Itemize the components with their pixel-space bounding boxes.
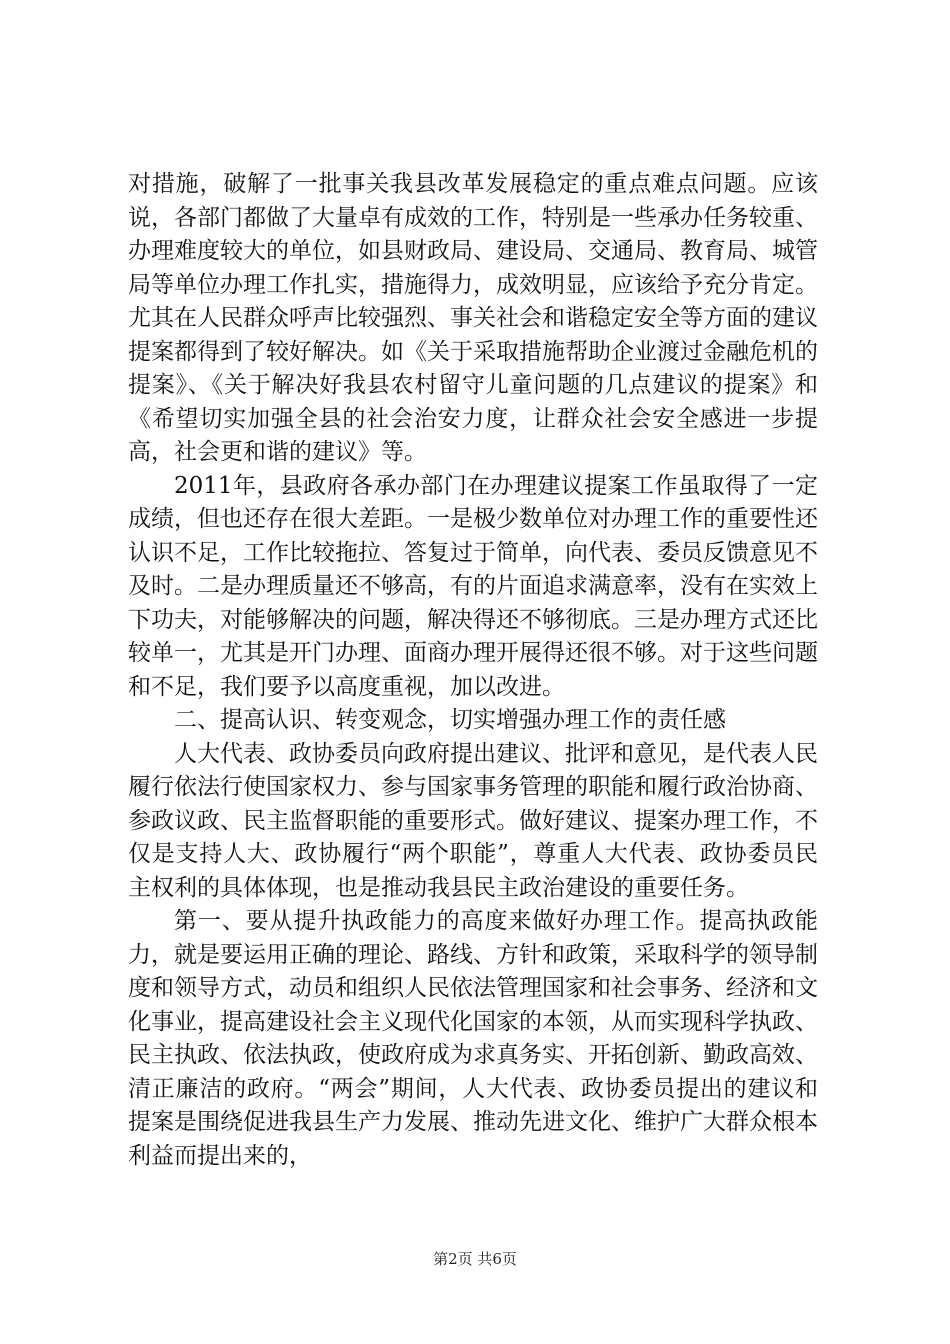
paragraph-2: 2011年，县政府各承办部门在办理建议提案工作虽取得了一定成绩，但也还存在很大差距。一是极少数单位对办理工作的重要性还认识不足，工作比较拖拉、答复过于简单，向代表、委员反馈意见不及时。二是办理质量还不够高，有的片面追求满意率，没有在实效上下功夫，对能够解决的问题，解决得还不够彻底。三是办理方式还比较单一，尤其是开门办理、面商办理开展得还很不够。对于这些问题和不足，我们要予以高度重视，加以改进。 xyxy=(128,472,818,700)
paragraph-5: 第一、要从提升执政能力的高度来做好办理工作。提高执政能力，就是要运用正确的理论、路线、方针和政策，采取科学的领导制度和领导方式，动员和组织人民依法管理国家和社会事务、经济和文化事业，提高建设社会主义现代化国家的本领，从而实现科学执政、民主执政、依法执政，使政府成为求真务实、开拓创新、勤政高效、清正廉洁的政府。“两会”期间，人大代表、政协委员提出的建议和提案是围绕促进我县生产力发展、推动先进文化、维护广大群众根本利益而提出来的， xyxy=(128,908,818,1169)
paragraph-1: 对措施，破解了一批事关我县改革发展稳定的重点难点问题。应该说，各部门都做了大量卓有成效的工作，特别是一些承办任务较重、办理难度较大的单位，如县财政局、建设局、交通局、教育局、城管局等单位办理工作扎实，措施得力，成效明显，应该给予充分肯定。尤其在人民群众呼声比较强烈、事关社会和谐稳定安全等方面的建议提案都得到了较好解决。如《关于采取措施帮助企业渡过金融危机的提案》、《关于解决好我县农村留守儿童问题的几点建议的提案》和《希望切实加强全县的社会治安力度，让群众社会安全感进一步提高，社会更和谐的建议》等。 xyxy=(128,171,818,465)
page-footer: 第2页 共6页 xyxy=(433,1250,517,1268)
document-body xyxy=(128,168,818,1173)
section-heading: 二、提高认识、转变观念，切实增强办理工作的责任感 xyxy=(174,707,726,733)
paragraph-4: 人大代表、政协委员向政府提出建议、批评和意见，是代表人民履行依法行使国家权力、参与国家事务管理的职能和履行政治协商、参政议政、民主监督职能的重要形式。做好建议、提案办理工作，不仅是支持人大、政协履行“两个职能”，尊重人大代表、政协委员民主权利的具体体现，也是推动我县民主政治建设的重要任务。 xyxy=(128,740,818,901)
